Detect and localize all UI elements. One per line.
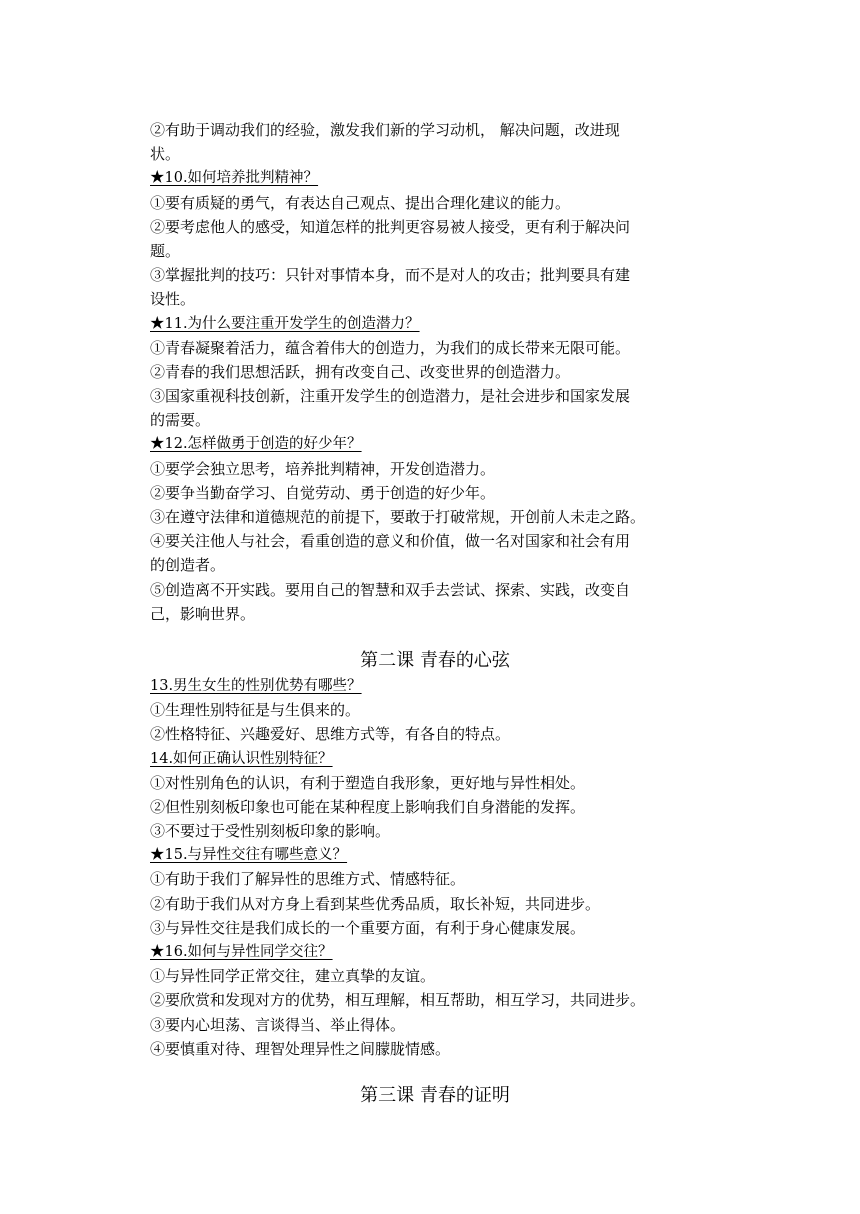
question-heading: 13.男生女生的性别优势有哪些？ xyxy=(150,677,362,694)
text-line: ②但性别刻板印象也可能在某种程度上影响我们自身潜能的发挥。 xyxy=(150,797,586,816)
text-line: ③掌握批判的技巧：只针对事情本身，而不是对人的攻击；批判要具有建 xyxy=(150,266,631,285)
text-line: ④要慎重对待、理智处理异性之间朦胧情感。 xyxy=(150,1039,451,1058)
question-heading: 14.如何正确认识性别特征？ xyxy=(150,750,333,767)
text-line: ②要考虑他人的感受，知道怎样的批判更容易被人接受，更有利于解决问 xyxy=(150,217,631,236)
text-line: ②青春的我们思想活跃，拥有改变自己、改变世界的创造潜力。 xyxy=(150,362,571,381)
text-line: ①青春凝聚着活力，蕴含着伟大的创造力，为我们的成长带来无限可能。 xyxy=(150,338,631,357)
question-heading: ★16.如何与异性同学交往？ xyxy=(150,944,333,960)
question-heading: ★15.与异性交往有哪些意义？ xyxy=(150,847,348,864)
text-line: ②要欣赏和发现对方的优势，相互理解，相互帮助，相互学习，共同进步。 xyxy=(150,991,646,1010)
text-line: ③在遵守法律和道德规范的前提下，要敢于打破常规，开创前人未走之路。 xyxy=(150,508,646,526)
lesson-title: 第二课 青春的心弦 xyxy=(360,649,510,671)
text-line: ③与异性交往是我们成长的一个重要方面，有利于身心健康发展。 xyxy=(150,918,586,937)
text-line: ②有助于调动我们的经验，激发我们新的学习动机， 解决问题，改进现 xyxy=(150,121,620,139)
text-line: ③国家重视科技创新，注重开发学生的创造潜力，是社会进步和国家发展 xyxy=(150,387,631,406)
question-heading: ★12.怎样做勇于创造的好少年？ xyxy=(150,436,362,453)
lesson-title: 第三课 青春的证明 xyxy=(360,1084,510,1106)
question-heading: ★10.如何培养批判精神？ xyxy=(150,170,319,187)
text-line: 己，影响世界。 xyxy=(150,604,256,623)
text-line: ②要争当勤奋学习、自觉劳动、勇于创造的好少年。 xyxy=(150,483,496,502)
text-line: ①要学会独立思考，培养批判精神，开发创造潜力。 xyxy=(150,459,496,478)
text-line: ④要关注他人与社会，看重创造的意义和价值，做一名对国家和社会有用 xyxy=(150,532,631,551)
text-line: 的创造者。 xyxy=(150,556,226,575)
text-line: 设性。 xyxy=(150,290,196,309)
text-line: ①要有质疑的勇气，有表达自己观点、提出合理化建议的能力。 xyxy=(150,193,571,212)
text-line: ③不要过于受性别刻板印象的影响。 xyxy=(150,822,391,841)
text-line: ②性格特征、兴趣爱好、思维方式等，有各自的特点。 xyxy=(150,725,511,744)
document-page xyxy=(150,118,720,1109)
text-line: 题。 xyxy=(150,241,181,260)
text-line: ①与异性同学正常交往，建立真挚的友谊。 xyxy=(150,967,436,986)
question-heading: ★11.为什么要注重开发学生的创造潜力？ xyxy=(150,315,420,332)
text-line: ⑤创造离不开实践。要用自己的智慧和双手去尝试、探索、实践，改变自 xyxy=(150,580,631,599)
text-line: 状。 xyxy=(150,145,181,164)
text-line: ②有助于我们从对方身上看到某些优秀品质，取长补短，共同进步。 xyxy=(150,894,601,913)
text-line: ①生理性别特征是与生俱来的。 xyxy=(150,701,361,720)
text-line: ①有助于我们了解异性的思维方式、情感特征。 xyxy=(150,870,466,889)
text-line: ①对性别角色的认识，有利于塑造自我形象，更好地与异性相处。 xyxy=(150,773,586,792)
text-line: ③要内心坦荡、言谈得当、举止得体。 xyxy=(150,1015,406,1034)
text-line: 的需要。 xyxy=(150,411,211,430)
